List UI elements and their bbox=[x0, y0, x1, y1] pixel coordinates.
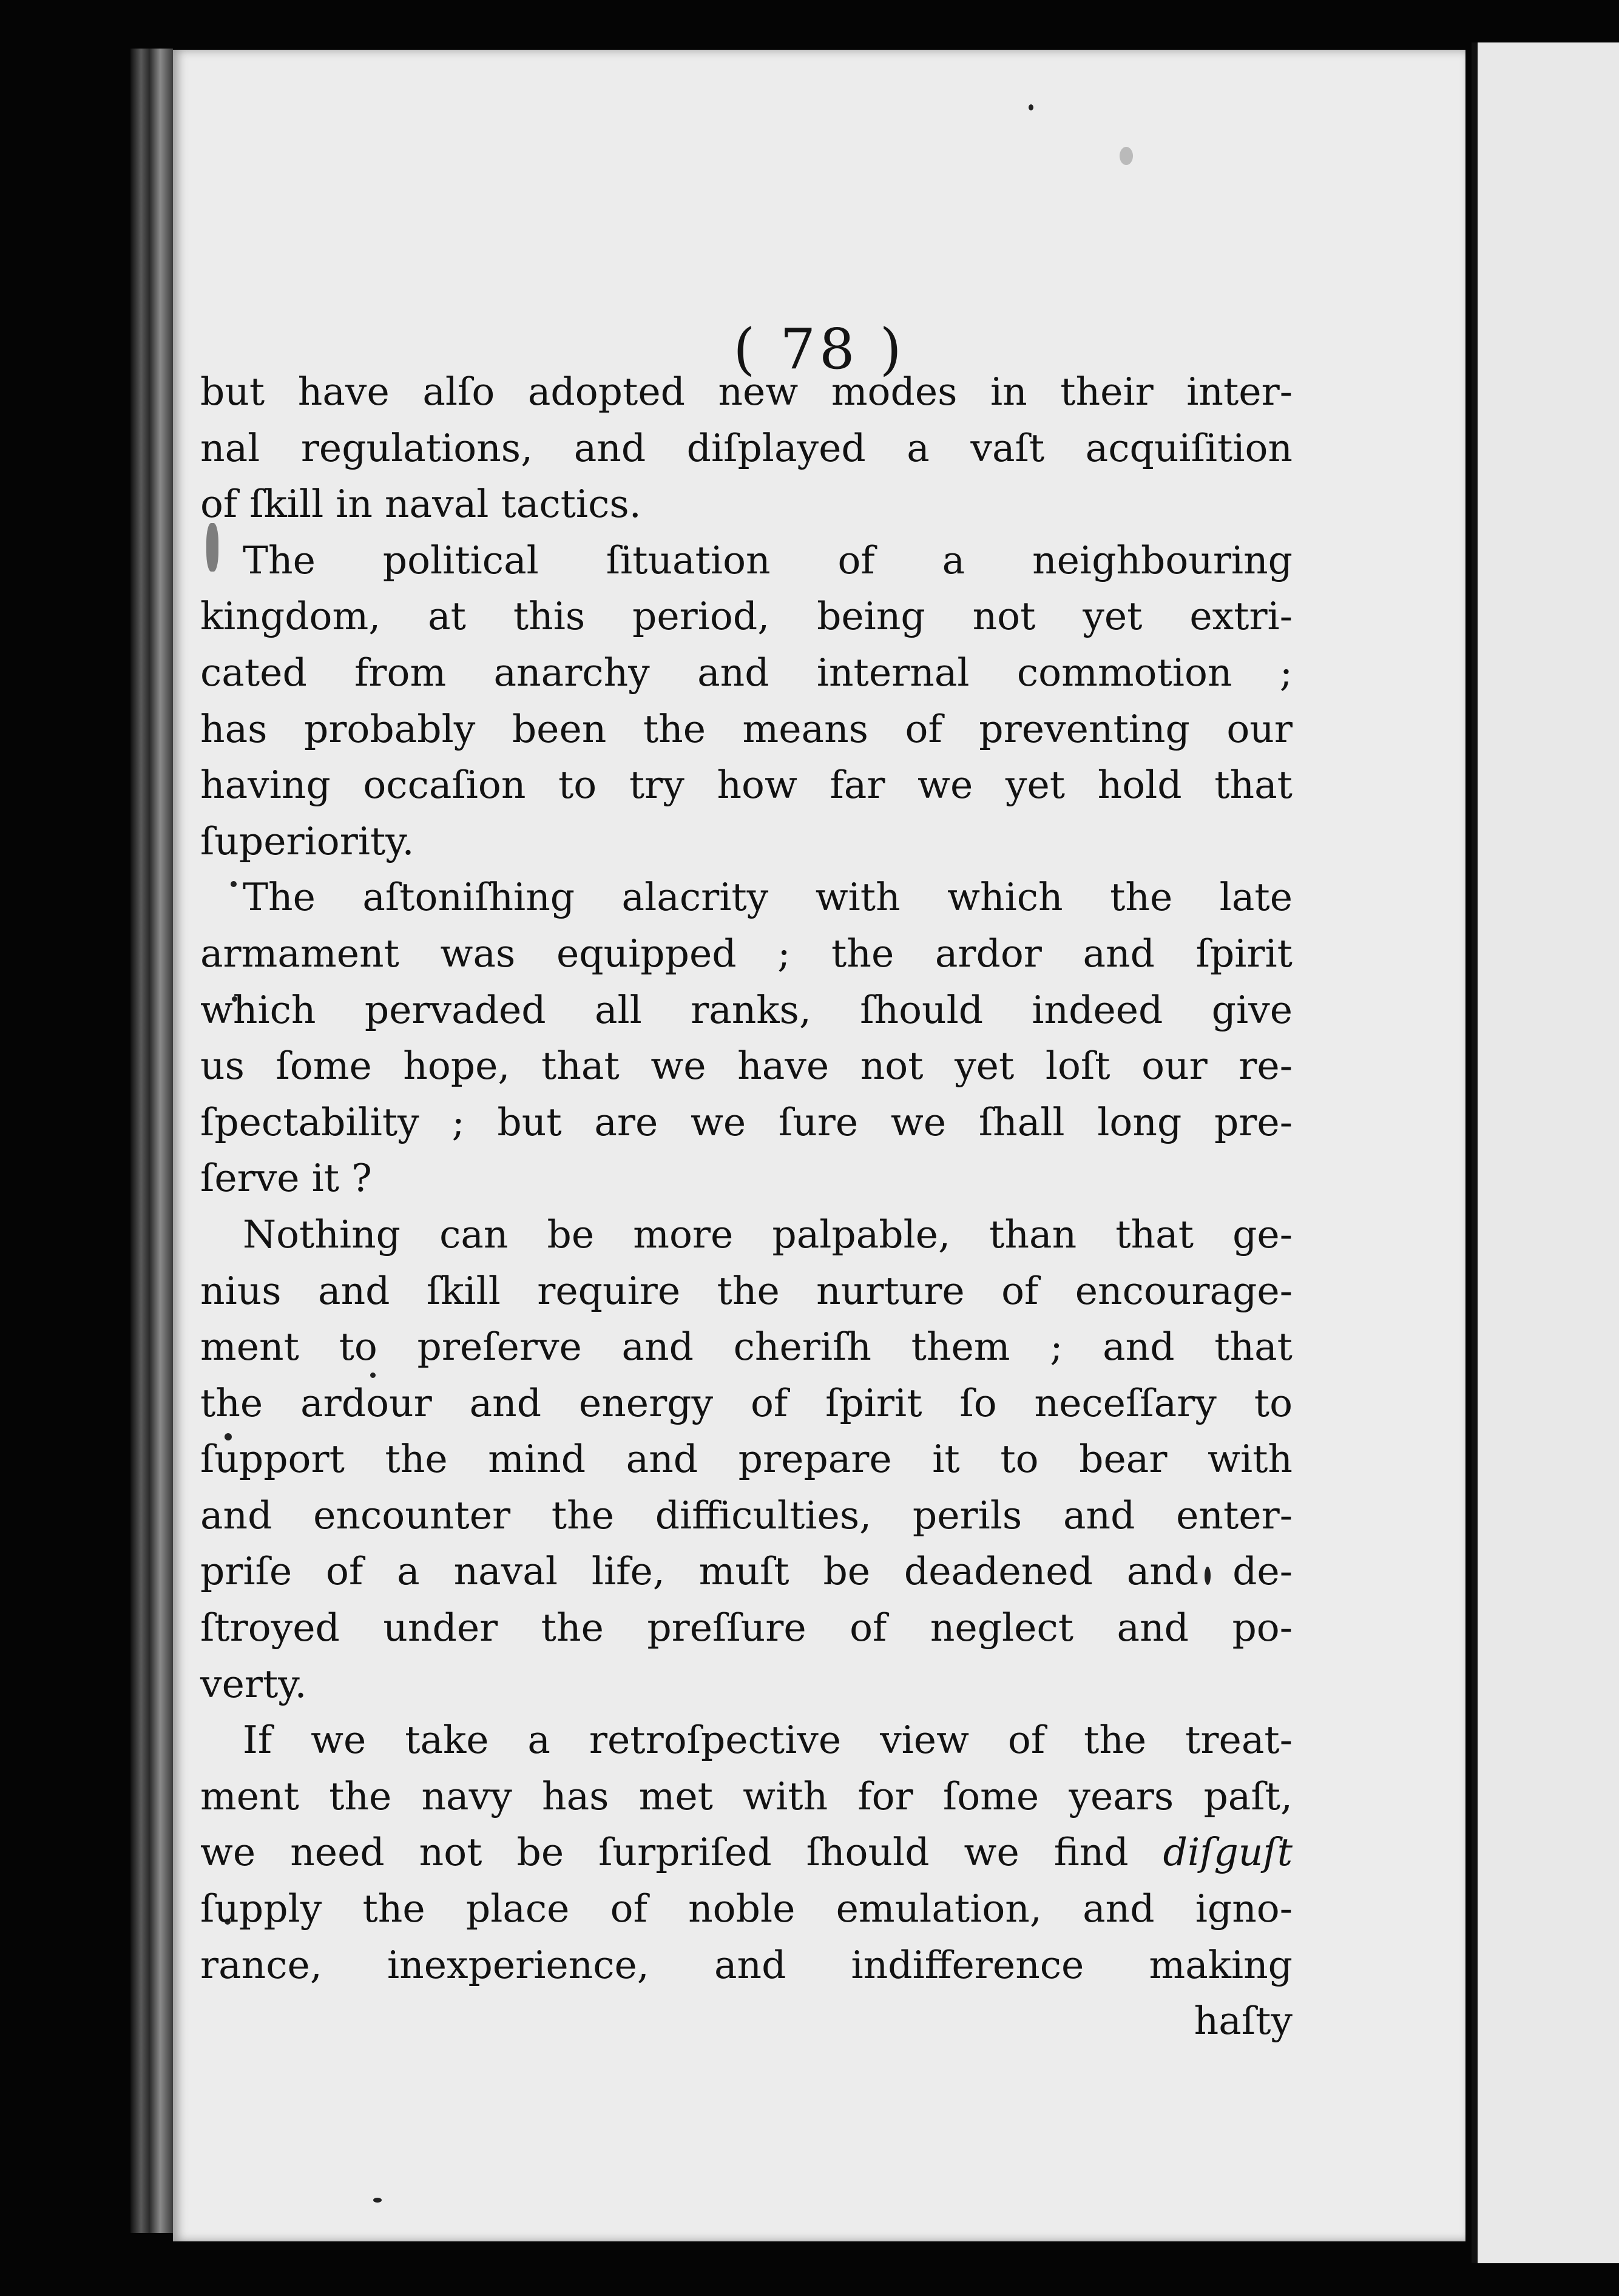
paragraph bbox=[200, 1712, 1293, 1993]
italic-word: diſguſt bbox=[1163, 1830, 1293, 1875]
catchword: haſty bbox=[1194, 1999, 1293, 2044]
paragraph bbox=[200, 533, 1293, 870]
text-line: ſpectability ; but are we ſure we ſhall long pre- bbox=[200, 1099, 1293, 1144]
text-line: kingdom, at this period, being not yet extri- bbox=[200, 594, 1293, 639]
text-line: but have alſo adopted new modes in their inter- bbox=[200, 370, 1293, 414]
text-line: The aſtoniſhing alacrity with which the late bbox=[243, 875, 1293, 920]
text-line: priſe of a naval life, muſt be deadened and de- bbox=[200, 1549, 1293, 1594]
text-line: ſerve it ? bbox=[200, 1156, 372, 1201]
text-line: having occaſion to try how far we yet hold that bbox=[200, 763, 1293, 808]
book-spine-edge bbox=[130, 49, 173, 2233]
text-line: ment to preſerve and cheriſh them ; and that bbox=[200, 1325, 1293, 1369]
text-line: verty. bbox=[200, 1661, 307, 1706]
text-line: ſupport the mind and prepare it to bear with bbox=[200, 1437, 1293, 1482]
text-line: has probably been the means of preventing our bbox=[200, 706, 1293, 751]
text-line: armament was equipped ; the ardor and ſpirit bbox=[200, 931, 1293, 976]
text-line: The political ſituation of a neighbouring bbox=[243, 538, 1293, 582]
text-line: of ſkill in naval tactics. bbox=[200, 482, 641, 527]
text-line: the ardour and energy of ſpirit ſo neceſſary to bbox=[200, 1380, 1293, 1425]
text-line: nal regulations, and diſplayed a vaſt acquiſition bbox=[200, 425, 1293, 470]
page-number: ( 78 ) bbox=[733, 317, 905, 382]
text-line: Nothing can be more palpable, than that ge- bbox=[243, 1212, 1293, 1257]
text-line: and encounter the difficulties, perils and enter- bbox=[200, 1493, 1293, 1538]
facing-page-edge bbox=[1472, 42, 1619, 2263]
text-line: us ſome hope, that we have not yet loſt our re- bbox=[200, 1044, 1293, 1089]
ink-fleck bbox=[1120, 147, 1133, 165]
text-line: nius and ſkill require the nurture of encourage- bbox=[200, 1268, 1293, 1313]
text-segment: we need not be ſurpriſed ſhould we find bbox=[200, 1830, 1129, 1875]
paragraph bbox=[200, 364, 1293, 533]
paragraph bbox=[200, 869, 1293, 1207]
ink-fleck bbox=[1029, 104, 1033, 110]
text-line: If we take a retroſpective view of the treat- bbox=[243, 1718, 1293, 1763]
text-line: ſupply the place of noble emulation, and igno- bbox=[200, 1886, 1293, 1931]
text-line: which pervaded all ranks, ſhould indeed give bbox=[200, 987, 1293, 1032]
text-line-with-italic bbox=[200, 1825, 1293, 1881]
paragraph bbox=[200, 1207, 1293, 1712]
text-line: ſtroyed under the preſſure of neglect and po- bbox=[200, 1606, 1293, 1650]
ink-fleck bbox=[373, 2198, 382, 2203]
text-line: rance, inexperience, and indifference making bbox=[200, 1942, 1293, 1987]
text-line: ſuperiority. bbox=[200, 819, 414, 863]
text-line: ment the navy has met with for ſome years paſt, bbox=[200, 1774, 1293, 1818]
text-line: cated from anarchy and internal commotion ; bbox=[200, 650, 1293, 695]
body-text bbox=[200, 364, 1293, 2050]
